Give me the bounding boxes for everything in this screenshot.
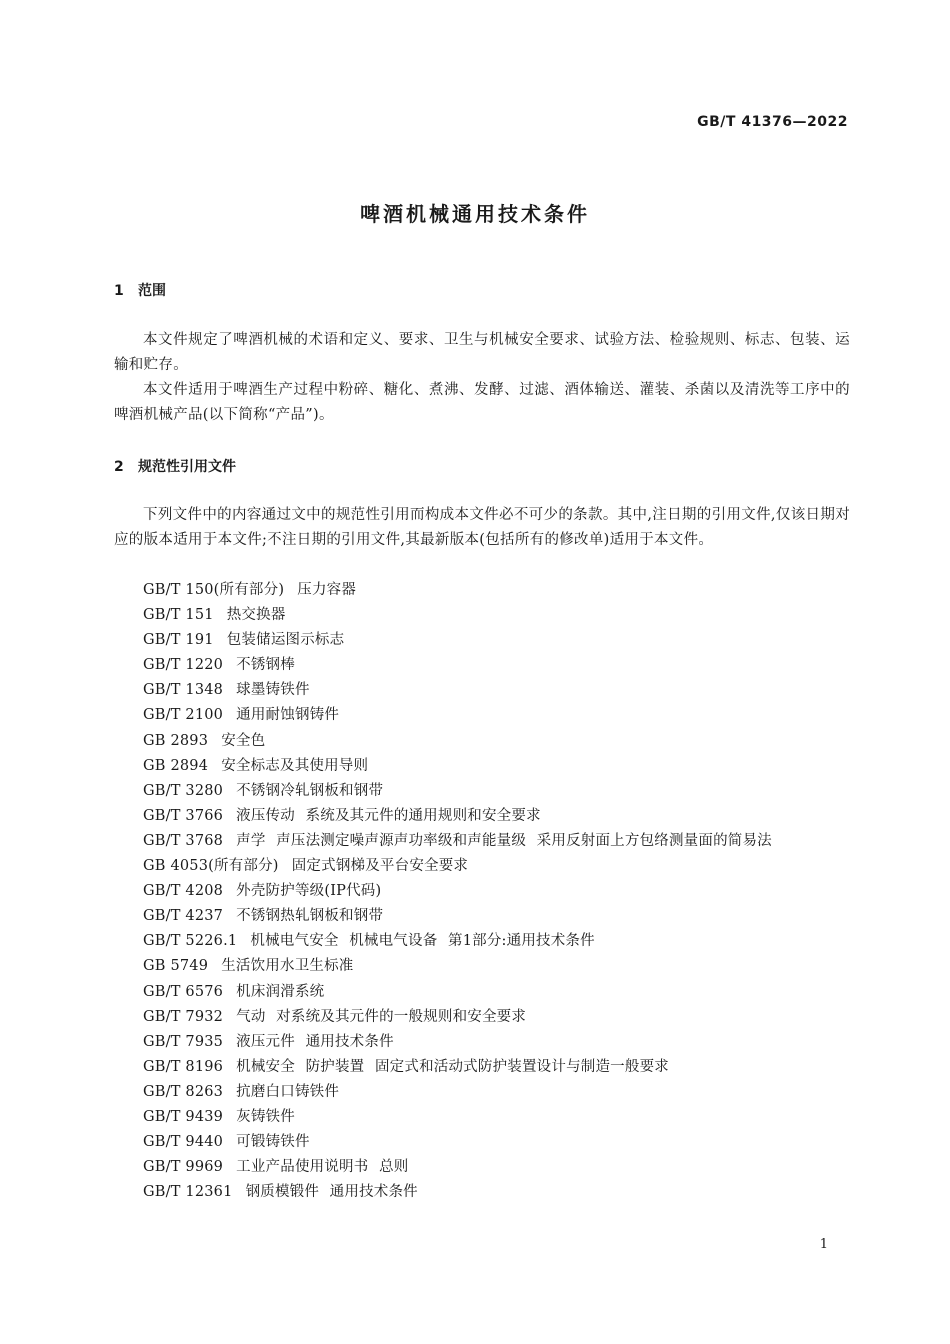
page-number: 1: [819, 1237, 828, 1252]
reference-title: 压力容器: [297, 582, 357, 598]
section-number: 2: [114, 459, 124, 475]
references-intro-paragraph: 下列文件中的内容通过文中的规范性引用而构成本文件必不可少的条款。其中,注日期的引用文件,仅该日期对应的版本适用于本文件;不注日期的引用文件,其最新版本(包括所有的修改单)适用于本文件。: [114, 507, 850, 548]
reference-item: [114, 1005, 850, 1030]
reference-code: GB/T 8196: [143, 1058, 224, 1075]
section-title: 规范性引用文件: [138, 459, 236, 475]
reference-code: GB/T 3766: [143, 807, 224, 824]
reference-item: [114, 904, 850, 929]
reference-code: GB/T 5226.1: [143, 933, 238, 950]
reference-code: GB/T 4237: [143, 908, 224, 925]
reference-code: GB/T 12361: [143, 1184, 233, 1201]
reference-item: [114, 653, 850, 678]
reference-title: 机械安全 防护装置 固定式和活动式防护装置设计与制造一般要求: [236, 1058, 669, 1075]
reference-item: [114, 678, 850, 703]
reference-code: GB 2894: [143, 757, 209, 774]
reference-code: GB/T 6576: [143, 983, 224, 1000]
reference-title: 热交换器: [226, 607, 286, 624]
reference-item: [114, 929, 850, 954]
reference-code: GB/T 7935: [143, 1033, 224, 1050]
reference-title: 钢质模锻件 通用技术条件: [245, 1184, 418, 1201]
reference-title: 灰铸铁件: [236, 1108, 295, 1125]
reference-title: 球墨铸铁件: [236, 682, 310, 699]
reference-title: 固定式钢梯及平台安全要求: [291, 858, 469, 875]
reference-item: [114, 954, 850, 979]
reference-item: [114, 578, 850, 603]
reference-code: GB/T 191: [143, 632, 214, 649]
reference-item: [114, 628, 850, 653]
reference-title: 外壳防护等级(IP代码): [236, 883, 382, 900]
reference-title: 不锈钢热轧钢板和钢带: [236, 908, 384, 925]
reference-title: 生活饮用水卫生标准: [221, 958, 354, 975]
reference-code: GB/T 151: [143, 607, 214, 624]
reference-code: GB/T 3768: [143, 832, 224, 849]
reference-code: GB/T 3280: [143, 782, 224, 799]
reference-code: GB/T 9439: [143, 1108, 224, 1125]
reference-item: [114, 1055, 850, 1080]
reference-code: GB/T 9969: [143, 1159, 224, 1176]
document-title: 啤酒机械通用技术条件: [360, 202, 590, 226]
scope-paragraph-2: 本文件适用于啤酒生产过程中粉碎、糖化、煮沸、发酵、过滤、酒体输送、灌装、杀菌以及清洗等工序中的啤酒机械产品(以下简称“产品”)。: [114, 382, 850, 423]
reference-title: 液压元件 通用技术条件: [236, 1033, 394, 1050]
reference-item: [114, 1155, 850, 1180]
reference-title: 声学 声压法测定噪声源声功率级和声能量级 采用反射面上方包络测量面的简易法: [236, 832, 772, 849]
reference-title: 安全标志及其使用导则: [221, 757, 369, 774]
reference-item: [114, 829, 850, 854]
reference-title: 气动 对系统及其元件的一般规则和安全要求: [236, 1008, 527, 1025]
reference-item: [114, 754, 850, 779]
reference-code: GB/T 150(所有部分): [143, 582, 285, 598]
reference-title: 安全色: [221, 732, 266, 749]
reference-title: 工业产品使用说明书 总则: [236, 1159, 409, 1176]
reference-item: [114, 1030, 850, 1055]
reference-item: [114, 1105, 850, 1130]
reference-title: 抗磨白口铸铁件: [236, 1083, 340, 1100]
reference-title: 不锈钢冷轧钢板和钢带: [236, 782, 384, 799]
reference-item: [114, 703, 850, 728]
reference-item: [114, 603, 850, 628]
reference-item: [114, 1180, 850, 1205]
reference-code: GB/T 2100: [143, 707, 224, 724]
reference-title: 液压传动 系统及其元件的通用规则和安全要求: [236, 807, 541, 824]
reference-code: GB/T 8263: [143, 1083, 224, 1100]
reference-item: [114, 854, 850, 879]
reference-item: [114, 1080, 850, 1105]
section-heading-normative-references: [114, 456, 236, 476]
reference-code: GB/T 4208: [143, 883, 224, 900]
standard-number: GB/T 41376—2022: [697, 114, 848, 130]
reference-item: [114, 980, 850, 1005]
reference-item: [114, 779, 850, 804]
reference-code: GB/T 1220: [143, 657, 224, 674]
section-number: 1: [114, 283, 124, 299]
reference-item: [114, 804, 850, 829]
reference-code: GB 5749: [143, 958, 209, 975]
reference-item: [114, 1130, 850, 1155]
reference-code: GB/T 7932: [143, 1008, 224, 1025]
reference-title: 通用耐蚀钢铸件: [236, 707, 340, 724]
reference-title: 可锻铸铁件: [236, 1134, 310, 1151]
section-heading-scope: [114, 280, 166, 300]
reference-title: 不锈钢棒: [236, 657, 295, 674]
reference-code: GB/T 1348: [143, 682, 224, 699]
reference-code: GB 4053(所有部分): [143, 858, 279, 875]
reference-code: GB 2893: [143, 732, 209, 749]
reference-item: [114, 879, 850, 904]
reference-title: 机械电气安全 机械电气设备 第1部分:通用技术条件: [250, 933, 595, 950]
reference-list: [114, 578, 850, 1205]
reference-title: 机床润滑系统: [236, 983, 325, 1000]
reference-item: [114, 729, 850, 754]
reference-code: GB/T 9440: [143, 1134, 224, 1151]
scope-paragraph-1: 本文件规定了啤酒机械的术语和定义、要求、卫生与机械安全要求、试验方法、检验规则、标志、包装、运输和贮存。: [114, 332, 850, 373]
reference-title: 包装储运图示标志: [226, 632, 345, 649]
section-title: 范围: [138, 283, 166, 299]
